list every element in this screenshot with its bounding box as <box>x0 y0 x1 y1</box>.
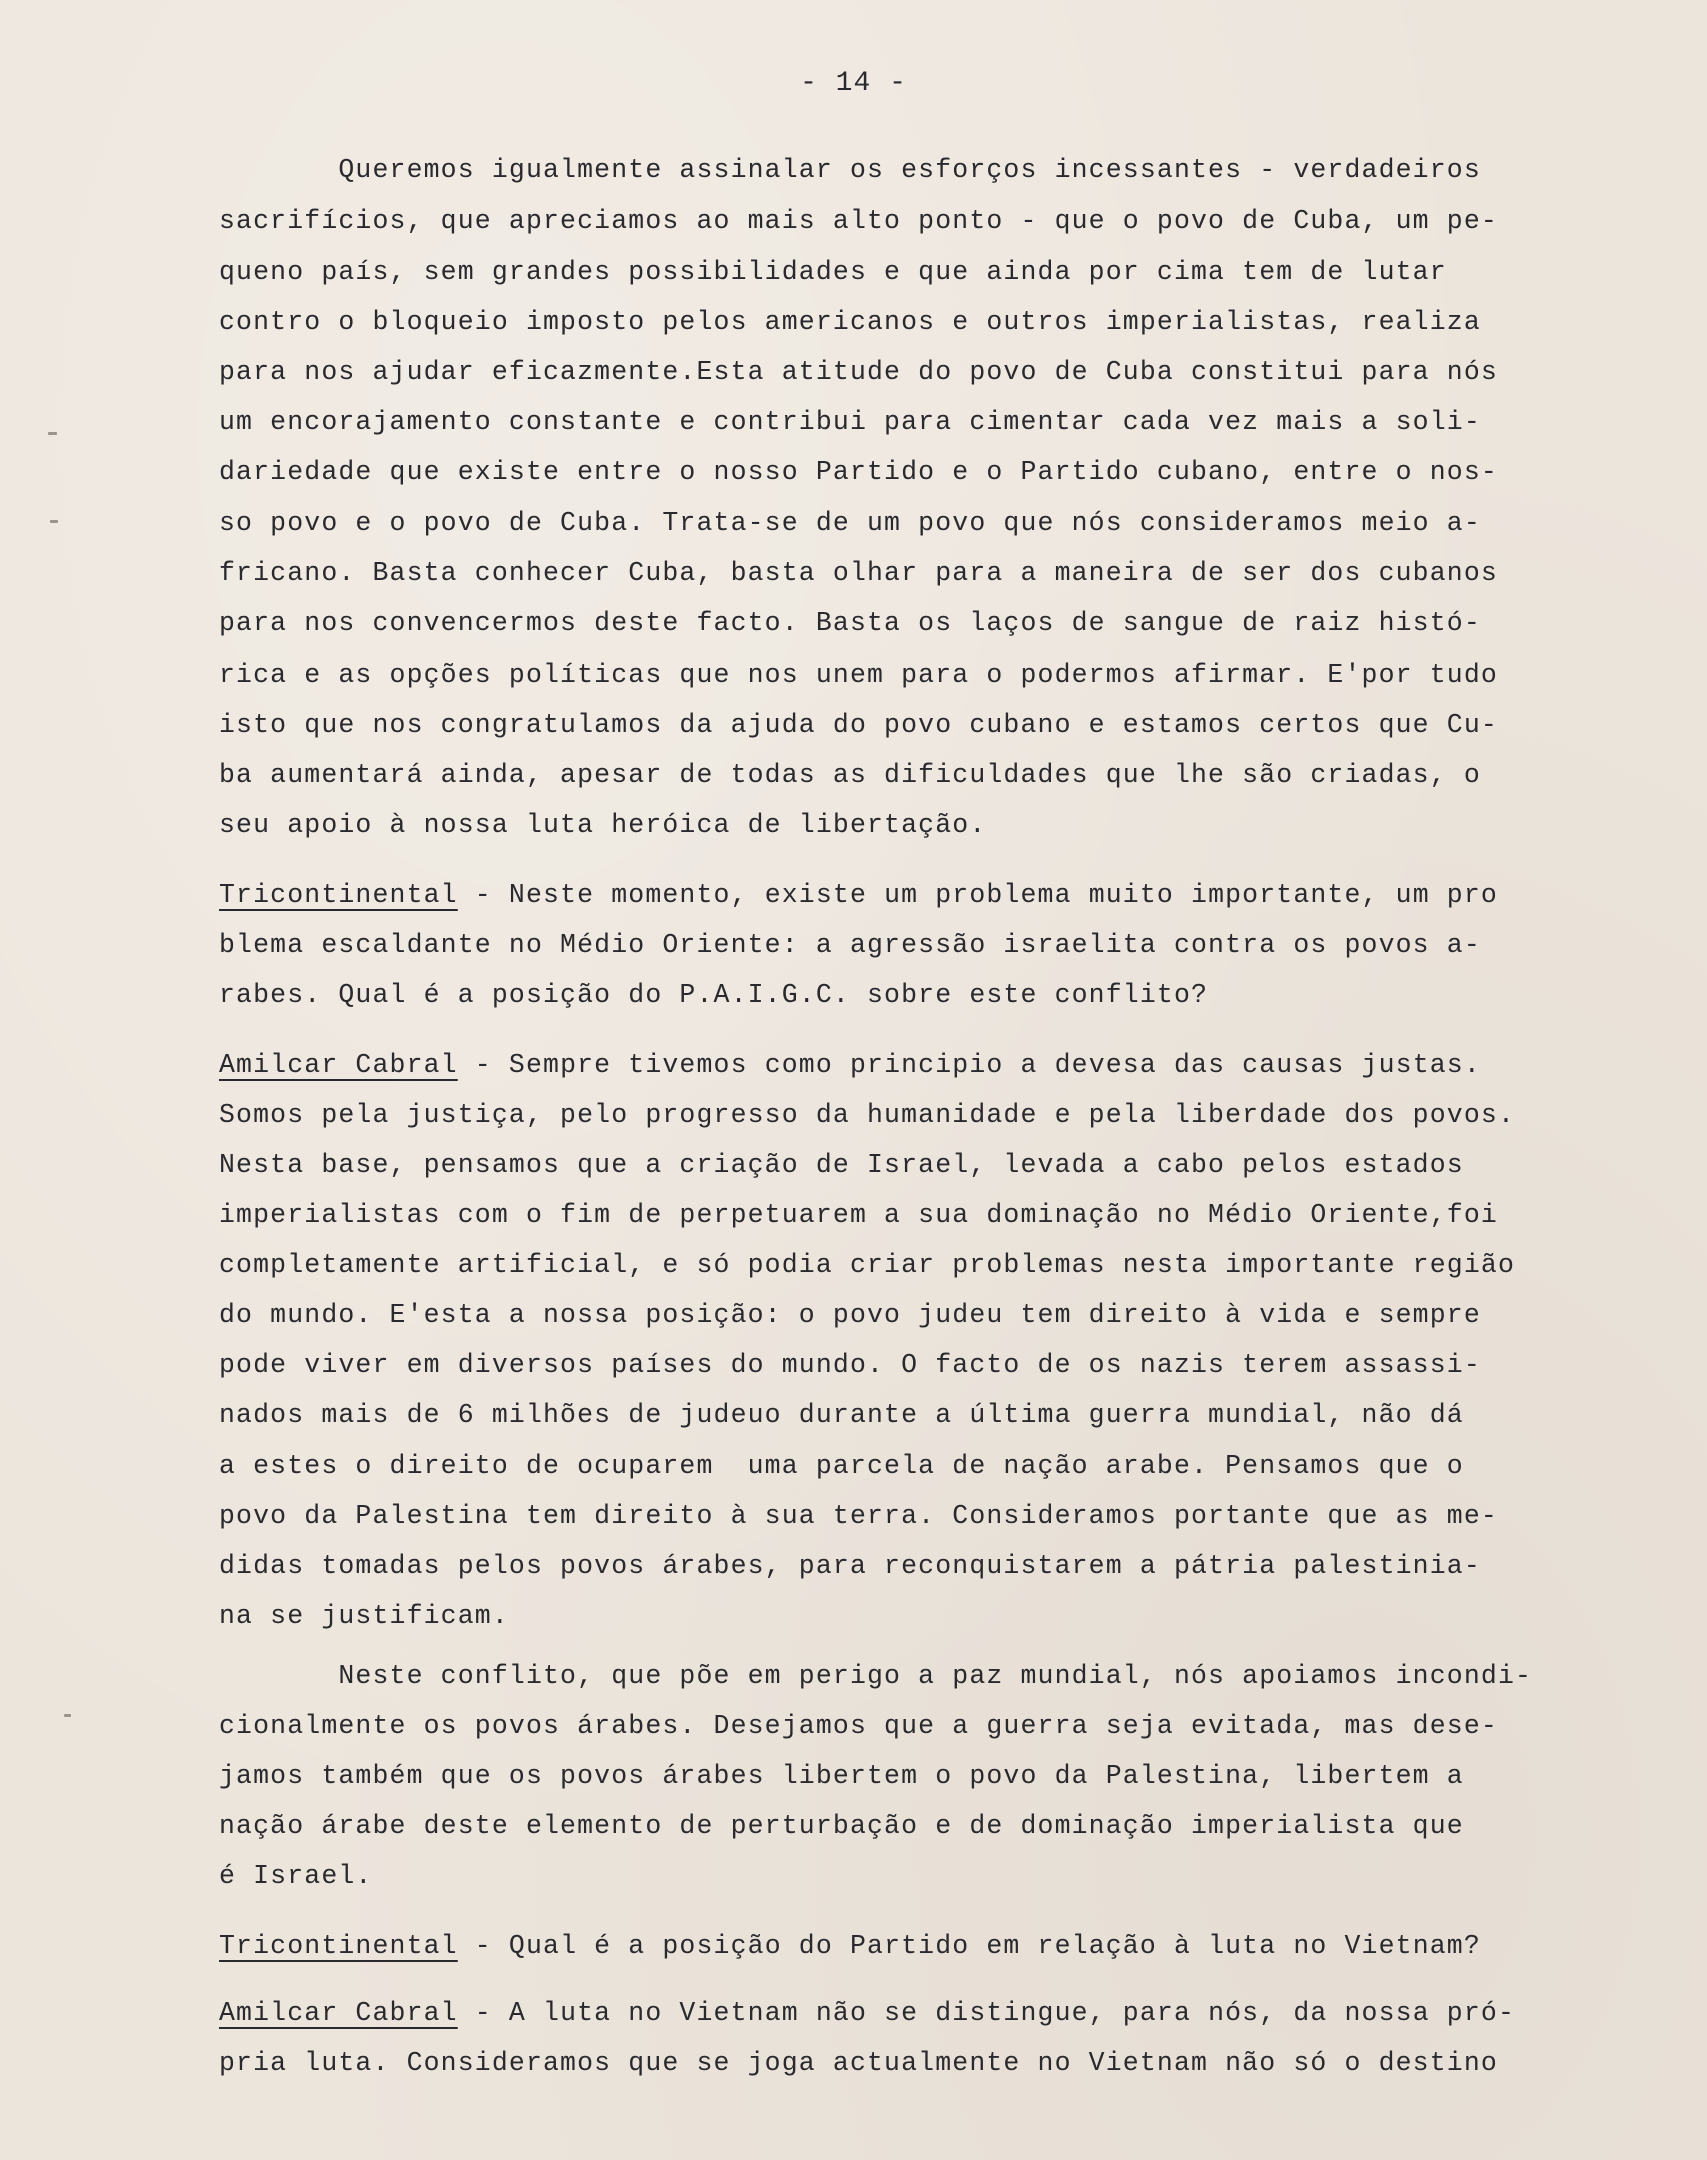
line-text: Nesta base, pensamos que a criação de Israel, levada a cabo pelos estados <box>219 1150 1464 1180</box>
line-text: Neste conflito, que põe em perigo a paz mundial, nós apoiamos incondi- <box>219 1661 1533 1691</box>
body-line <box>219 1503 1498 1530</box>
question-line <box>219 1933 1481 1960</box>
line-text: nados mais de 6 milhões de judeuo durante a última guerra mundial, não dá <box>219 1400 1464 1430</box>
line-text: - Qual é a posição do Partido em relação à luta no Vietnam? <box>457 1931 1481 1961</box>
answer-line <box>219 2000 1515 2027</box>
body-line <box>219 560 1498 587</box>
line-text: seu apoio à nossa luta heróica de libertação. <box>219 810 987 840</box>
body-line <box>219 309 1481 336</box>
line-text: para nos convencermos deste facto. Basta os laços de sangue de raiz histó- <box>219 608 1481 638</box>
line-text: um encorajamento constante e contribui para cimentar cada vez mais a soli- <box>219 407 1481 437</box>
line-text: para nos ajudar eficazmente.Esta atitude do povo de Cuba constitui para nós <box>219 357 1498 387</box>
speaker-label: Tricontinental <box>219 1931 458 1961</box>
body-line <box>219 1603 509 1630</box>
body-line <box>219 1453 1464 1480</box>
body-line <box>219 1202 1498 1229</box>
body-line <box>219 259 1447 286</box>
line-text: sacrifícios, que apreciamos ao mais alto ponto - que o povo de Cuba, um pe- <box>219 206 1498 236</box>
paper-mark <box>64 1714 71 1717</box>
line-text: so povo e o povo de Cuba. Trata-se de um povo que nós consideramos meio a- <box>219 508 1481 538</box>
speaker-label: Tricontinental <box>219 880 458 910</box>
line-text: didas tomadas pelos povos árabes, para reconquistarem a pátria palestinia- <box>219 1551 1481 1581</box>
line-text: completamente artificial, e só podia criar problemas nesta importante região <box>219 1250 1515 1280</box>
line-text: dariedade que existe entre o nosso Partido e o Partido cubano, entre o nos- <box>219 457 1498 487</box>
body-line <box>219 459 1498 486</box>
body-line <box>219 359 1498 386</box>
body-line <box>219 2050 1498 2077</box>
line-text: é Israel. <box>219 1861 373 1891</box>
line-text: fricano. Basta conhecer Cuba, basta olhar para a maneira de ser dos cubanos <box>219 558 1498 588</box>
body-line <box>219 1152 1464 1179</box>
line-text: a estes o direito de ocuparem uma parcela de nação arabe. Pensamos que o <box>219 1451 1464 1481</box>
speaker-label: Amilcar Cabral <box>219 1998 458 2028</box>
body-line <box>219 1813 1464 1840</box>
body-line <box>219 1863 372 1890</box>
line-text: - A luta no Vietnam não se distingue, para nós, da nossa pró- <box>457 1998 1516 2028</box>
paper-mark <box>50 520 58 523</box>
line-text: imperialistas com o fim de perpetuarem a sua dominação no Médio Oriente,foi <box>219 1200 1498 1230</box>
speaker-label: Amilcar Cabral <box>219 1050 458 1080</box>
body-line <box>219 712 1498 739</box>
line-text: - Sempre tivemos como principio a devesa das causas justas. <box>457 1050 1481 1080</box>
body-line <box>219 157 1481 184</box>
page-number: - 14 - <box>800 68 907 99</box>
line-text: queno país, sem grandes possibilidades e que ainda por cima tem de lutar <box>219 257 1447 287</box>
line-text: pria luta. Consideramos que se joga actualmente no Vietnam não só o destino <box>219 2048 1498 2078</box>
line-text: jamos também que os povos árabes libertem o povo da Palestina, libertem a <box>219 1761 1464 1791</box>
body-line <box>219 1252 1515 1279</box>
paper-mark <box>48 432 57 435</box>
line-text: contro o bloqueio imposto pelos americanos e outros imperialistas, realiza <box>219 307 1481 337</box>
body-line <box>219 610 1481 637</box>
body-line <box>219 762 1481 789</box>
body-line <box>219 208 1498 235</box>
body-line <box>219 1302 1481 1329</box>
body-line <box>219 1102 1515 1129</box>
line-text: pode viver em diversos países do mundo. O facto de os nazis terem assassi- <box>219 1350 1481 1380</box>
answer-line <box>219 1052 1481 1079</box>
body-line <box>219 932 1481 959</box>
body-line <box>219 1352 1481 1379</box>
line-text: rica e as opções políticas que nos unem para o podermos afirmar. E'por tudo <box>219 660 1498 690</box>
body-line <box>219 1402 1464 1429</box>
line-text: blema escaldante no Médio Oriente: a agressão israelita contra os povos a- <box>219 930 1481 960</box>
body-line <box>219 982 1208 1009</box>
question-line <box>219 882 1498 909</box>
body-line <box>219 1713 1498 1740</box>
line-text: na se justificam. <box>219 1601 509 1631</box>
line-text: cionalmente os povos árabes. Desejamos que a guerra seja evitada, mas dese- <box>219 1711 1498 1741</box>
line-text: ba aumentará ainda, apesar de todas as dificuldades que lhe são criadas, o <box>219 760 1481 790</box>
body-line <box>219 1763 1464 1790</box>
line-text: nação árabe deste elemento de perturbação e de dominação imperialista que <box>219 1811 1464 1841</box>
body-line <box>219 662 1498 689</box>
line-text: Somos pela justiça, pelo progresso da humanidade e pela liberdade dos povos. <box>219 1100 1515 1130</box>
line-text: - Neste momento, existe um problema muito importante, um pro <box>457 880 1498 910</box>
line-text: rabes. Qual é a posição do P.A.I.G.C. sobre este conflito? <box>219 980 1209 1010</box>
body-line <box>219 510 1481 537</box>
body-line <box>219 409 1481 436</box>
body-line <box>219 812 986 839</box>
line-text: povo da Palestina tem direito à sua terra. Consideramos portante que as me- <box>219 1501 1498 1531</box>
line-text: isto que nos congratulamos da ajuda do povo cubano e estamos certos que Cu- <box>219 710 1498 740</box>
line-text: do mundo. E'esta a nossa posição: o povo judeu tem direito à vida e sempre <box>219 1300 1481 1330</box>
line-text: Queremos igualmente assinalar os esforços incessantes - verdadeiros <box>219 155 1481 185</box>
body-line <box>219 1663 1532 1690</box>
body-line <box>219 1553 1481 1580</box>
